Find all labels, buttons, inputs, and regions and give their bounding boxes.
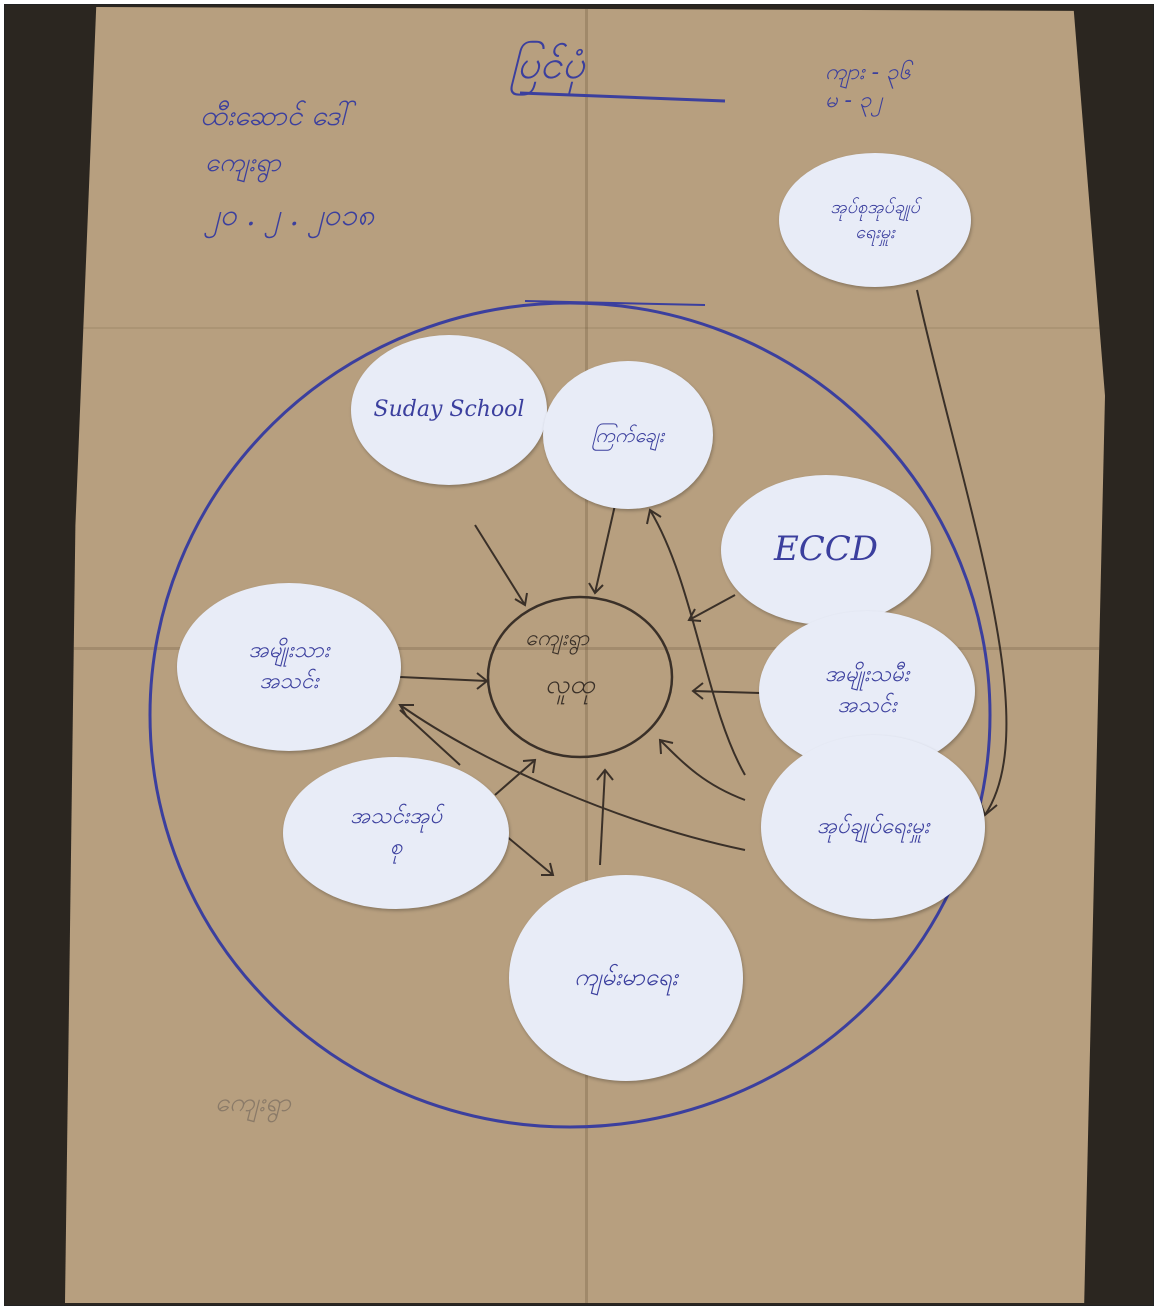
- header-line: ထီးဆောင် ဒေါ်: [200, 99, 353, 132]
- female-count: မ - ၃၂: [825, 88, 883, 113]
- node-outside-admin: [779, 153, 971, 287]
- node-label: စု: [389, 835, 403, 860]
- node-label: အသင်းအုပ်: [350, 804, 442, 830]
- arrow-youth-to-health: [505, 835, 553, 875]
- node-label: ကျမ်းမာရေး: [574, 963, 678, 992]
- node-label: အသင်း: [259, 669, 319, 694]
- node-label: အမျိုးသား: [248, 638, 330, 664]
- node-church: [543, 361, 713, 509]
- date-line: ၂၀ . ၂ . ၂၀၁၈: [205, 198, 375, 233]
- node-mens-group: [177, 583, 401, 751]
- arrow-church: [595, 505, 615, 593]
- arrow-eccd: [689, 595, 735, 620]
- node-label: ကြက်ချေး: [591, 423, 665, 447]
- node-label: အုပ်စုအုပ်ချုပ်: [830, 196, 920, 218]
- arrow-womens: [693, 691, 760, 693]
- pencil-signature: ကျေးရွာ: [215, 1088, 291, 1118]
- male-count: ကျား - ၃၆: [825, 60, 911, 85]
- center-label-line: လူထု: [545, 670, 595, 700]
- node-label: ECCD: [773, 529, 879, 570]
- node-sunday-school: [351, 335, 547, 485]
- node-label: ရေးမှူး: [855, 222, 895, 243]
- node-label: အမျိုးသမီး: [824, 662, 910, 688]
- header-line: ကျေးရွာ: [205, 148, 281, 178]
- node-label: အသင်း: [837, 693, 897, 718]
- arrow-sunday-school: [475, 525, 525, 605]
- arrow-mens: [400, 677, 487, 681]
- node-label: Suday School: [373, 396, 525, 422]
- poster-photo: [4, 4, 1154, 1306]
- arrow-health: [600, 770, 605, 865]
- poster-title: ပြင်ပုံ: [510, 42, 585, 88]
- node-label: အုပ်ချုပ်ရေးမှူး: [816, 813, 930, 839]
- node-eccd: [721, 475, 931, 625]
- center-label-line: ကျေးရွာ: [525, 626, 590, 651]
- node-health-group: [509, 875, 743, 1081]
- node-youth-group: [283, 757, 509, 909]
- node-admin-office: [761, 735, 985, 919]
